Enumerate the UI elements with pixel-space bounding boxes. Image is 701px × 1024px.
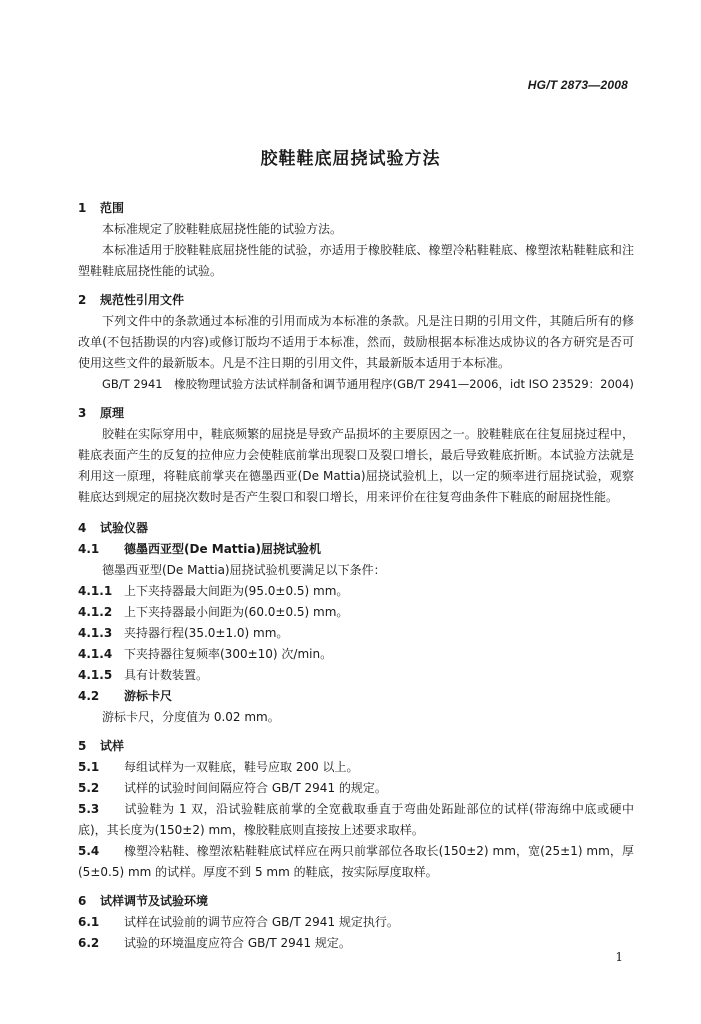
clause-4-1-4: 4.1.4 下夹持器往复频率(300±10) 次/min。 (78, 647, 333, 661)
clause-5-3: 5.3 试验鞋为 1 双，沿试验鞋底前掌的全宽截取垂直于弯曲处跖趾部位的试样(带海绵中底或硬中底)，其长度为(150±2) mm，橡胶鞋底则直接按上述要求取样。 (78, 802, 634, 837)
clause-5-1: 5.1 每组试样为一双鞋底，鞋号应取 200 以上。 (78, 760, 359, 774)
paragraph: 胶鞋在实际穿用中，鞋底频繁的屈挠是导致产品损坏的主要原因之一。胶鞋鞋底在往复屈挠过程中，鞋底表面产生的反复的拉伸应力会使鞋底前掌出现裂口及裂口增长，最后导致鞋底折断。本试验方法就是利用这一原理，将鞋底前掌夹在德墨西亚(De Mattia)屈挠试验机上，以一定的频率进行屈挠试验，观察鞋底达到规定的屈挠次数时是否产生裂口和裂口增长，用来评价在往复弯曲条件下鞋底的耐屈挠性能。 (78, 427, 634, 504)
document-title: 胶鞋鞋底屈挠试验方法 (260, 149, 441, 169)
section-heading-1: 1 范围 (78, 201, 125, 215)
clause-5-2: 5.2 试样的试验时间间隔应符合 GB/T 2941 的规定。 (78, 781, 387, 795)
clause-4-1-3: 4.1.3 夹持器行程(35.0±1.0) mm。 (78, 626, 289, 640)
clause-text: 游标卡尺，分度值为 0.02 mm。 (102, 710, 280, 724)
paragraph: 下列文件中的条款通过本标准的引用而成为本标准的条款。凡是注日期的引用文件，其随后所有的修改单(不包括勘误的内容)或修订版均不适用于本标准，然而，鼓励根据本标准达成协议的各方研究是否可使用这些文件的最新版本。凡是不注日期的引用文件，其最新版本适用于本标准。 (78, 314, 634, 370)
normative-reference: GB/T 2941 橡胶物理试验方法试样制备和调节通用程序(GB/T 2941—2006，idt ISO 23529：2004) (102, 377, 634, 391)
paragraph: 本标准适用于胶鞋鞋底屈挠性能的试验，亦适用于橡胶鞋底、橡塑冷粘鞋鞋底、橡塑浓粘鞋鞋底和注塑鞋鞋底屈挠性能的试验。 (78, 243, 634, 278)
paragraph: 本标准规定了胶鞋鞋底屈挠性能的试验方法。 (102, 222, 343, 236)
document-body (78, 198, 634, 954)
clause-4-1-1: 4.1.1 上下夹持器最大间距为(95.0±0.5) mm。 (78, 584, 349, 598)
clause-text: 德墨西亚型(De Mattia)屈挠试验机要满足以下条件： (102, 563, 386, 577)
clause-4-1-2: 4.1.2 上下夹持器最小间距为(60.0±0.5) mm。 (78, 605, 349, 619)
section-heading-6: 6 试样调节及试验环境 (78, 894, 209, 908)
clause-5-4: 5.4 橡塑冷粘鞋、橡塑浓粘鞋鞋底试样应在两只前掌部位各取长(150±2) mm，宽(25±1) mm，厚(5±0.5) mm 的试样。厚度不到 5 mm 的鞋底，按实际厚度取样。 (78, 844, 634, 879)
section-heading-2: 2 规范性引用文件 (78, 293, 185, 307)
clause-4-2: 4.2 游标卡尺 (78, 689, 173, 703)
clause-6-2: 6.2 试验的环境温度应符合 GB/T 2941 规定。 (78, 936, 351, 950)
section-heading-4: 4 试验仪器 (78, 521, 149, 535)
clause-4-1: 4.1 德墨西亚型(De Mattia)屈挠试验机 (78, 542, 321, 556)
clause-6-1: 6.1 试样在试验前的调节应符合 GB/T 2941 规定执行。 (78, 915, 399, 929)
page-number: 1 (615, 950, 623, 964)
standard-code: HG/T 2873—2008 (527, 78, 628, 92)
clause-4-1-5: 4.1.5 具有计数装置。 (78, 668, 209, 682)
section-heading-5: 5 试样 (78, 739, 125, 753)
section-heading-3: 3 原理 (78, 406, 125, 420)
